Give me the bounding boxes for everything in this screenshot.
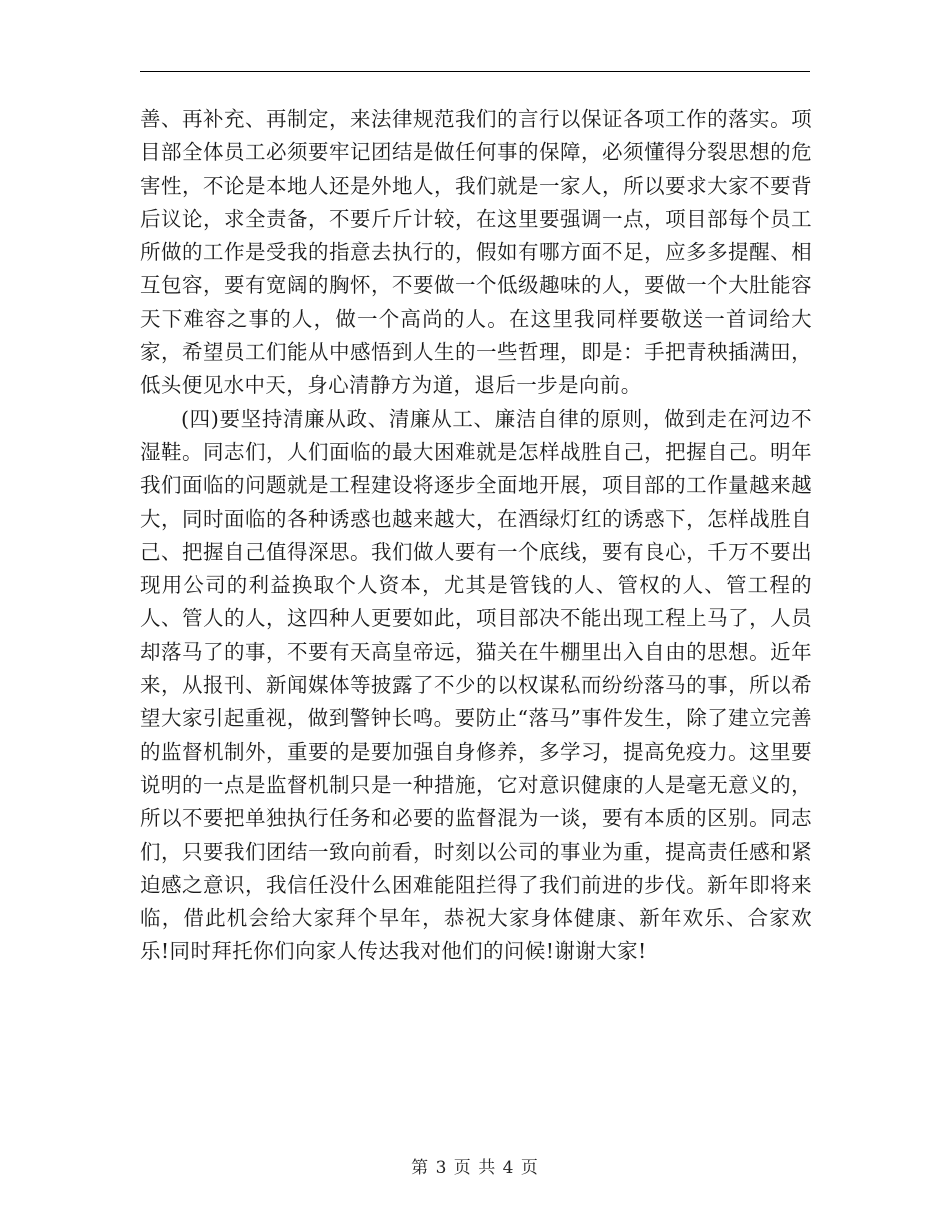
header-rule <box>140 71 810 72</box>
paragraph-section-four: (四)要坚持清廉从政、清廉从工、廉洁自律的原则，做到走在河边不湿鞋。同志们，人们面临的最大困难就是怎样战胜自己，把握自己。明年我们面临的问题就是工程建设将逐步全面地开展，项目部的工作量越来越大，同时面临的各种诱惑也越来越大，在酒绿灯红的诱惑下，怎样战胜自己、把握自己值得深思。我们做人要有一个底线，要有良心，千万不要出现用公司的利益换取个人资本，尤其是管钱的人、管权的人、管工程的人、管人的人，这四种人更要如此，项目部决不能出现工程上马了，人员却落马了的事，不要有天高皇帝远，猫关在牛棚里出入自由的思想。近年来，从报刊、新闻媒体等披露了不少的以权谋私而纷纷落马的事，所以希望大家引起重视，做到警钟长鸣。要防止“落马”事件发生，除了建立完善的监督机制外，重要的是要加强自身修养，多学习，提高免疫力。这里要说明的一点是监督机制只是一种措施，它对意识健康的人是毫无意义的，所以不要把单独执行任务和必要的监督混为一谈，要有本质的区别。同志们，只要我们团结一致向前看，时刻以公司的事业为重，提高责任感和紧迫感之意识，我信任没什么困难能阻拦得了我们前进的步伐。新年即将来临，借此机会给大家拜个早年，恭祝大家身体健康、新年欢乐、合家欢乐!同时拜托你们向家人传达我对他们的问候!谢谢大家! <box>140 406 812 964</box>
paragraph-continuation: 善、再补充、再制定，来法律规范我们的言行以保证各项工作的落实。项目部全体员工必须要牢记团结是做任何事的保障，必须懂得分裂思想的危害性，不论是本地人还是外地人，我们就是一家人，所以要求大家不要背后议论，求全责备，不要斤斤计较，在这里要强调一点，项目部每个员工所做的工作是受我的指意去执行的，假如有哪方面不足，应多多提醒、相互包容，要有宽阔的胸怀，不要做一个低级趣味的人，要做一个大肚能容天下难容之事的人，做一个高尚的人。在这里我同样要敬送一首词给大家，希望员工们能从中感悟到人生的一些哲理，即是：手把青秧插满田，低头便见水中天，身心清静方为道，退后一步是向前。 <box>140 107 812 398</box>
page-number: 第 3 页 共 4 页 <box>411 1158 539 1178</box>
document-body <box>140 103 812 969</box>
